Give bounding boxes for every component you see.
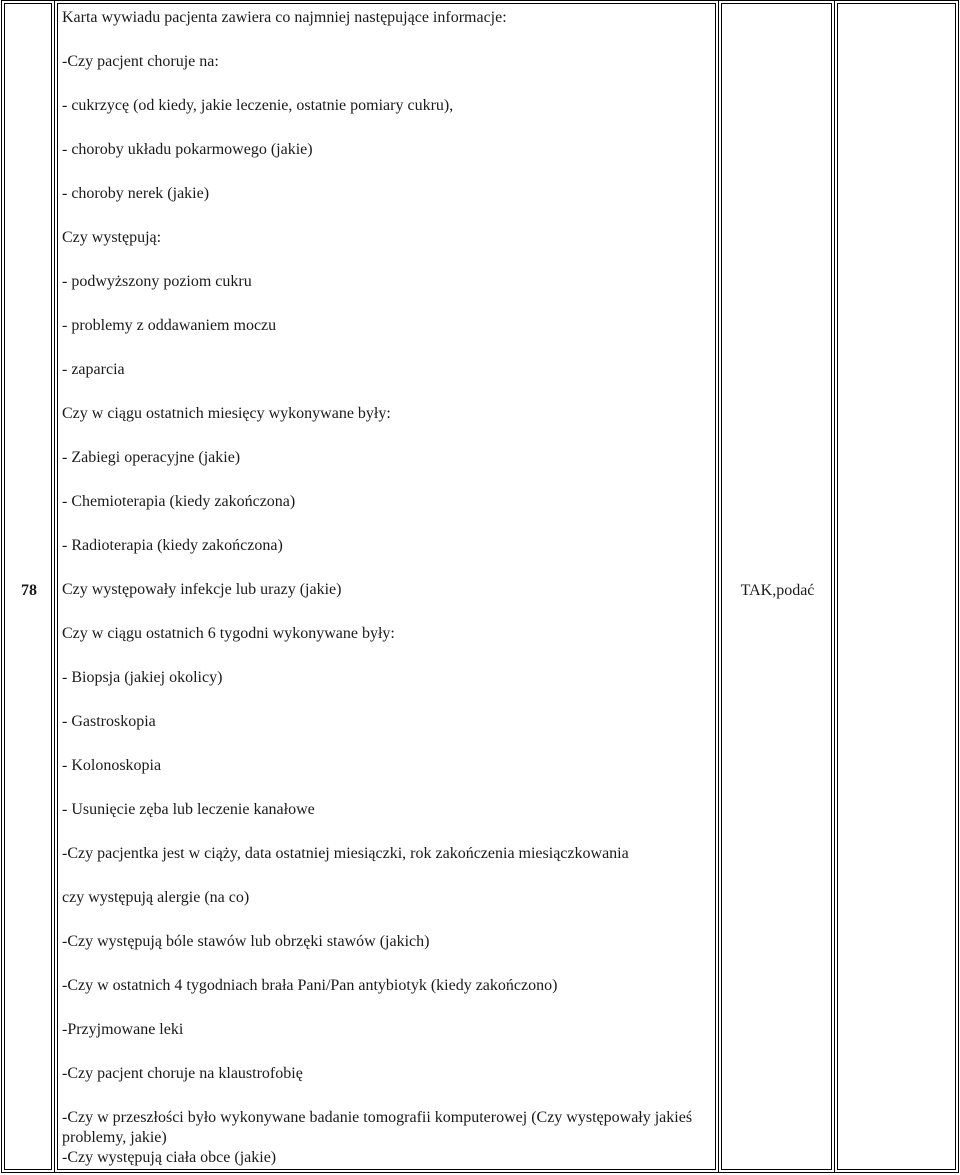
requirement-lines (62, 8, 717, 1168)
requirement-line: - Kolonoskopia (62, 757, 162, 774)
requirement-line: -Czy pacjent choruje na: (62, 53, 219, 70)
answer-text: TAK,podać (740, 582, 815, 599)
requirement-line: - Usunięcie zęba lub leczenie kanałowe (62, 801, 315, 818)
requirement-line: czy występują alergie (na co) (62, 889, 250, 906)
requirement-line: - Radioterapia (kiedy zakończona) (62, 537, 283, 554)
requirement-line: - cukrzycę (od kiedy, jakie leczenie, ostatnie pomiary cukru), (62, 97, 454, 114)
requirement-line: - Biopsja (jakiej okolicy) (62, 669, 223, 686)
requirement-line: - choroby układu pokarmowego (jakie) (62, 141, 313, 158)
requirement-line: -Czy pacjent choruje na klaustrofobię (62, 1065, 303, 1082)
requirement-line: - choroby nerek (jakie) (62, 185, 210, 202)
requirement-line: -Czy w przeszłości było wykonywane badanie tomografii komputerowej (Czy występowały jakieś problemy, jakie) (62, 1109, 693, 1146)
requirement-line: Czy w ciągu ostatnich miesięcy wykonywane były: (62, 405, 391, 422)
requirement-line: Czy w ciągu ostatnich 6 tygodni wykonywane były: (62, 625, 395, 642)
requirement-line: - zaparcia (62, 361, 125, 378)
requirement-line: -Czy występują ciała obce (jakie) (62, 1149, 277, 1166)
requirement-line: - problemy z oddawaniem moczu (62, 317, 277, 334)
requirement-line: Czy występowały infekcje lub urazy (jakie) (62, 581, 342, 598)
row-number-cell (1, 0, 55, 1173)
requirement-description-cell (54, 0, 719, 1173)
answer-cell (718, 0, 835, 1173)
requirement-line: -Czy pacjentka jest w ciąży, data ostatniej miesiączki, rok zakończenia miesiączkowania (62, 845, 629, 862)
requirement-line: -Czy występują bóle stawów lub obrzęki stawów (jakich) (62, 933, 430, 950)
empty-cell (834, 0, 959, 1173)
requirement-line: -Czy w ostatnich 4 tygodniach brała Pani/Pan antybiotyk (kiedy zakończono) (62, 977, 558, 994)
requirement-line: - podwyższony poziom cukru (62, 273, 252, 290)
requirement-line: Karta wywiadu pacjenta zawiera co najmniej następujące informacje: (62, 9, 507, 26)
row-number: 78 (21, 582, 37, 599)
requirement-line: - Chemioterapia (kiedy zakończona) (62, 493, 296, 510)
requirement-line: Czy występują: (62, 229, 162, 246)
requirement-line: - Zabiegi operacyjne (jakie) (62, 449, 241, 466)
requirement-line: - Gastroskopia (62, 713, 156, 730)
requirement-line: -Przyjmowane leki (62, 1021, 184, 1038)
